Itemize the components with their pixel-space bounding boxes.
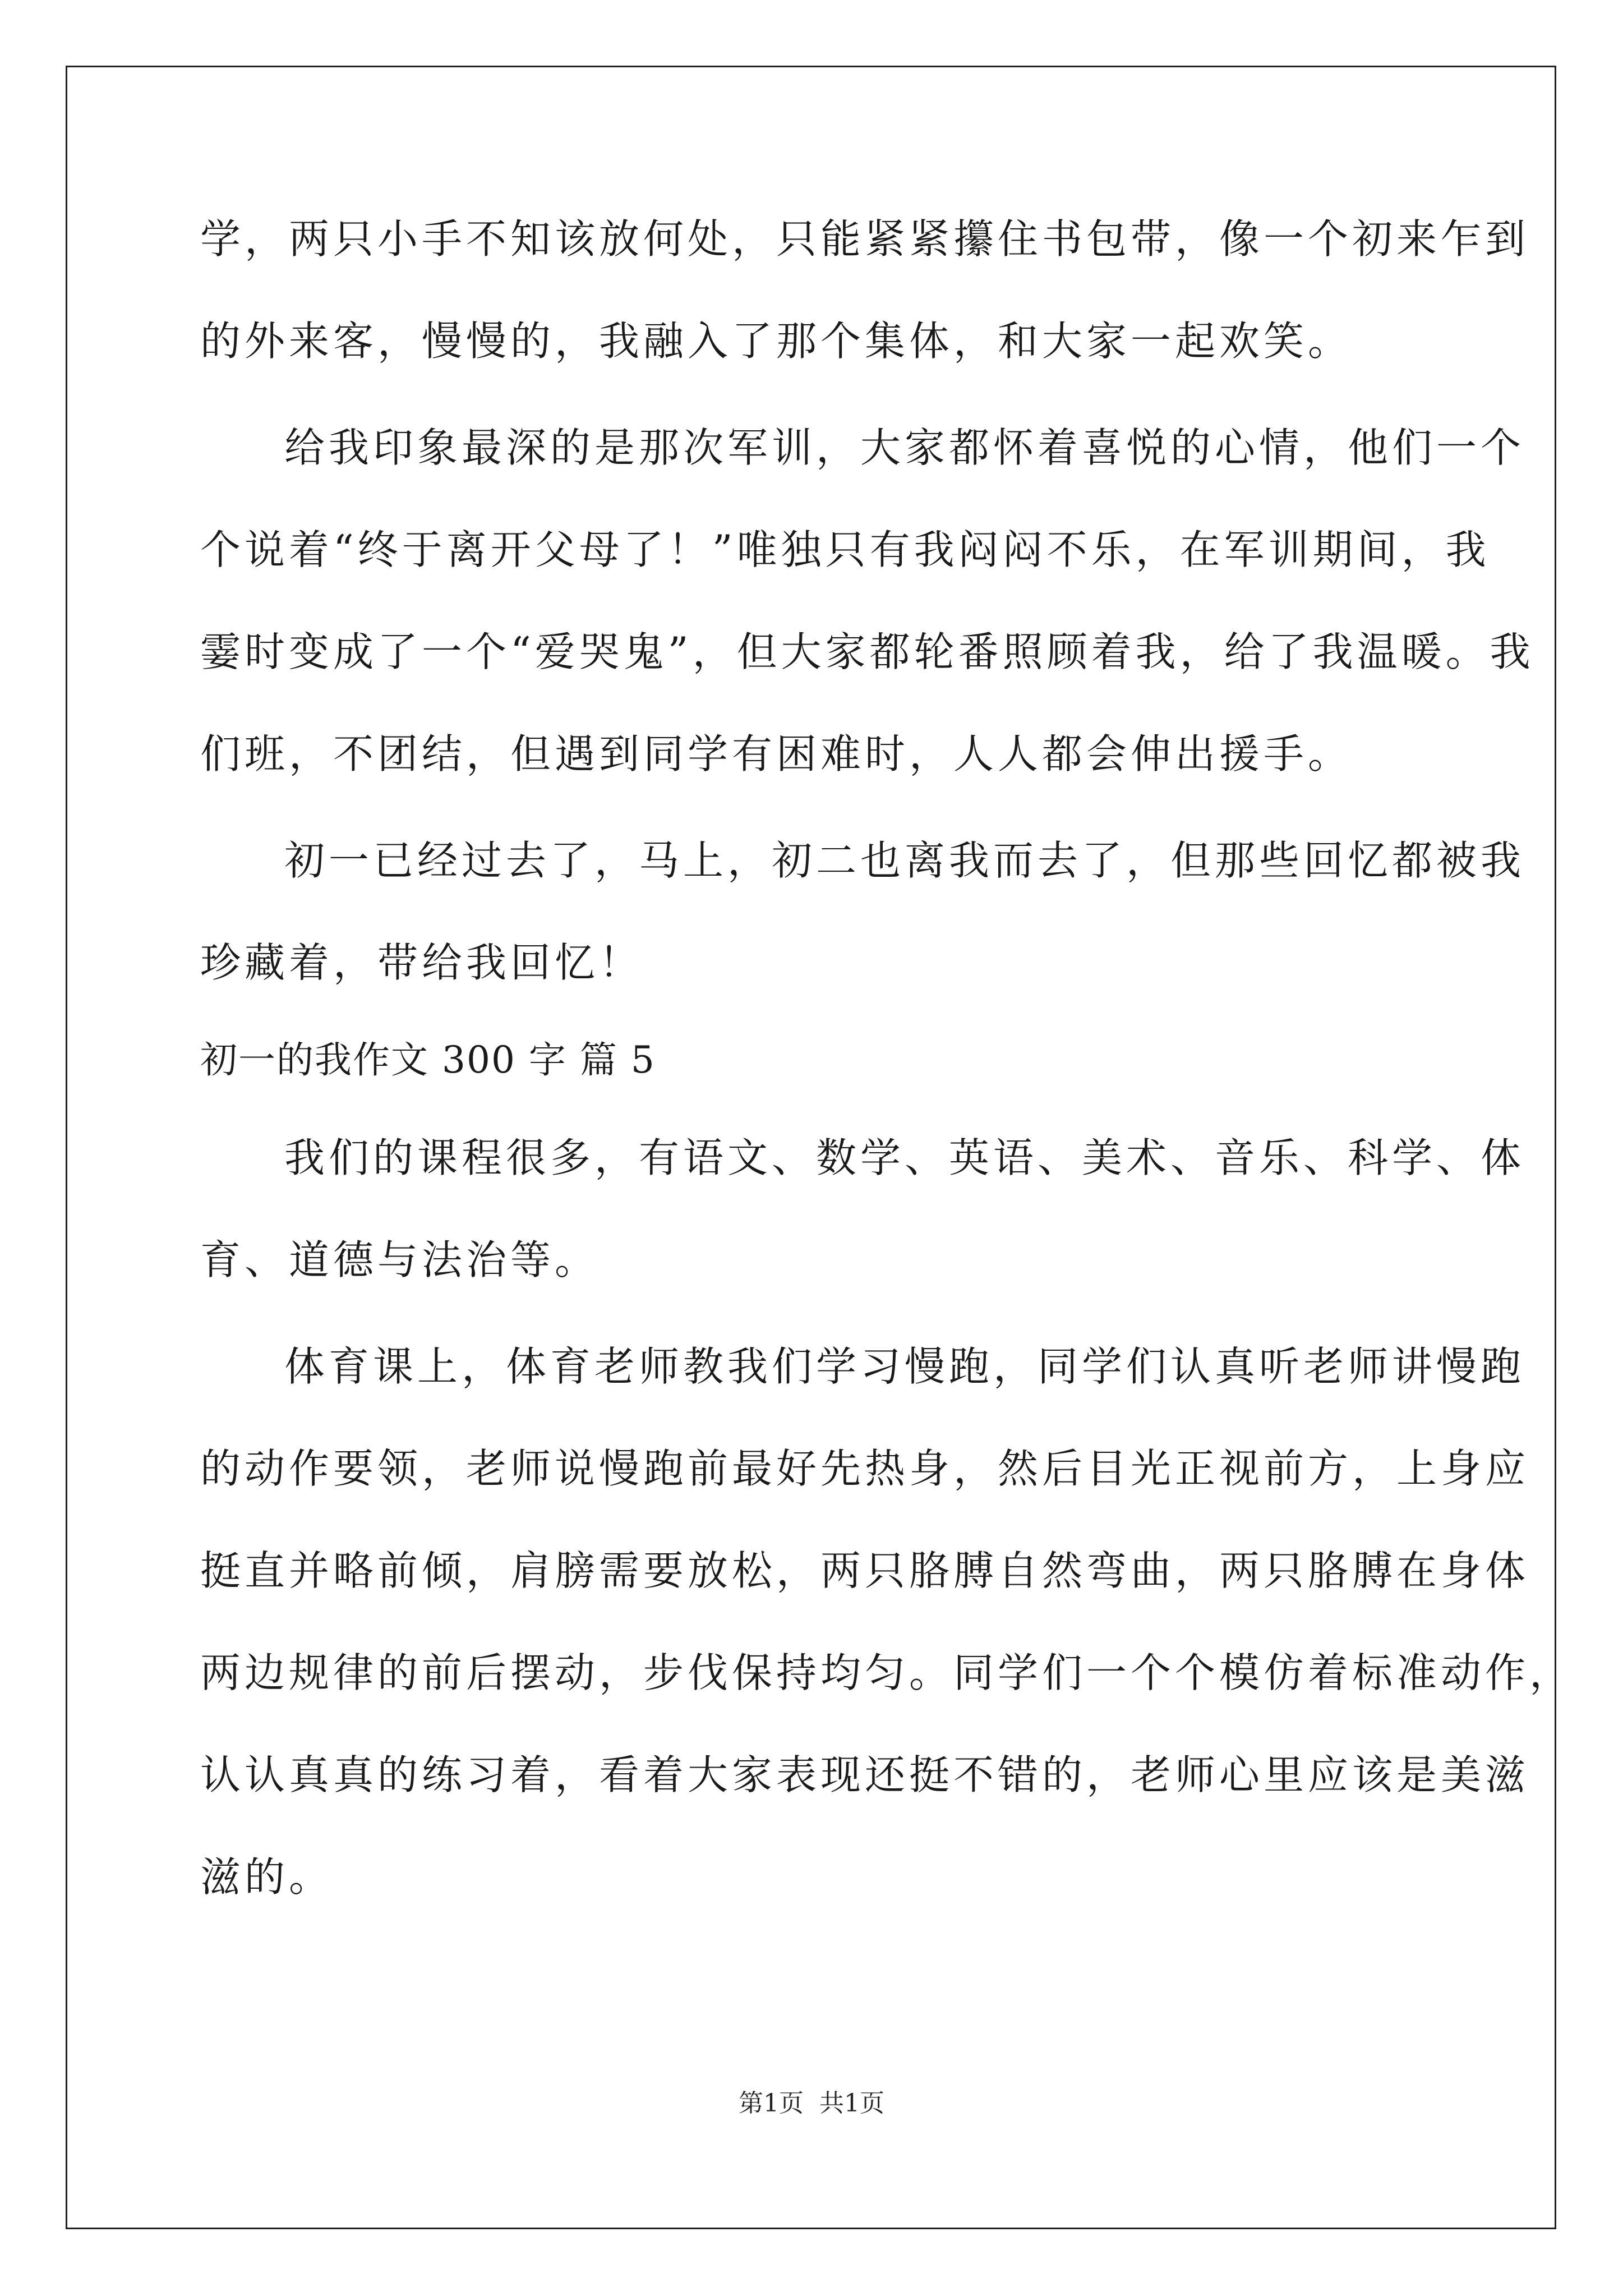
page-total: 共1页 [819,2089,884,2118]
text-line: 初一已经过去了，马上，初二也离我而去了，但那些回忆都被我 [284,837,1525,884]
text-line: 滋的。 [200,1853,334,1901]
text-line: 育、道德与法治等。 [200,1236,600,1283]
text-line: 个说着“终于离开父母了！”唯独只有我闷闷不乐，在军训期间，我 [200,526,1490,573]
text-line: 的外来客，慢慢的，我融入了那个集体，和大家一起欢笑。 [200,318,1353,365]
text-line: 的动作要领，老师说慢跑前最好先热身，然后目光正视前方，上身应 [200,1445,1530,1492]
text-line: 挺直并略前倾，肩膀需要放松，两只胳膊自然弯曲，两只胳膊在身体 [200,1547,1530,1594]
text-line: 霎时变成了一个“爱哭鬼”，但大家都轮番照顾着我，给了我温暖。我 [200,628,1534,675]
section-heading: 初一的我作文 300 字 篇 5 [200,1038,656,1082]
text-line: 给我印象最深的是那次军训，大家都怀着喜悦的心情，他们一个 [284,424,1525,471]
text-line: 认认真真的练习着，看着大家表现还挺不错的，老师心里应该是美滋 [200,1751,1530,1798]
page-number: 第1页 [739,2089,804,2118]
text-line: 我们的课程很多，有语文、数学、英语、美术、音乐、科学、体 [284,1134,1525,1181]
paragraph [200,1341,1574,1903]
text-line: 体育课上，体育老师教我们学习慢跑，同学们认真听老师讲慢跑 [284,1343,1525,1390]
paragraph [200,422,1534,780]
paragraph [200,1132,1525,1286]
text-line: 学，两只小手不知该放何处，只能紧紧攥住书包带，像一个初来乍到 [200,215,1530,263]
paragraph [200,835,1525,988]
text-line: 珍藏着，带给我回忆！ [200,939,644,986]
text-line: 们班，不团结，但遇到同学有困难时，人人都会伸出援手。 [200,730,1353,777]
page-footer [0,2087,1623,2120]
paragraph [200,213,1530,367]
document-body [200,213,1574,1903]
text-line: 两边规律的前后摆动，步伐保持均匀。同学们一个个模仿着标准动作， [200,1649,1574,1696]
